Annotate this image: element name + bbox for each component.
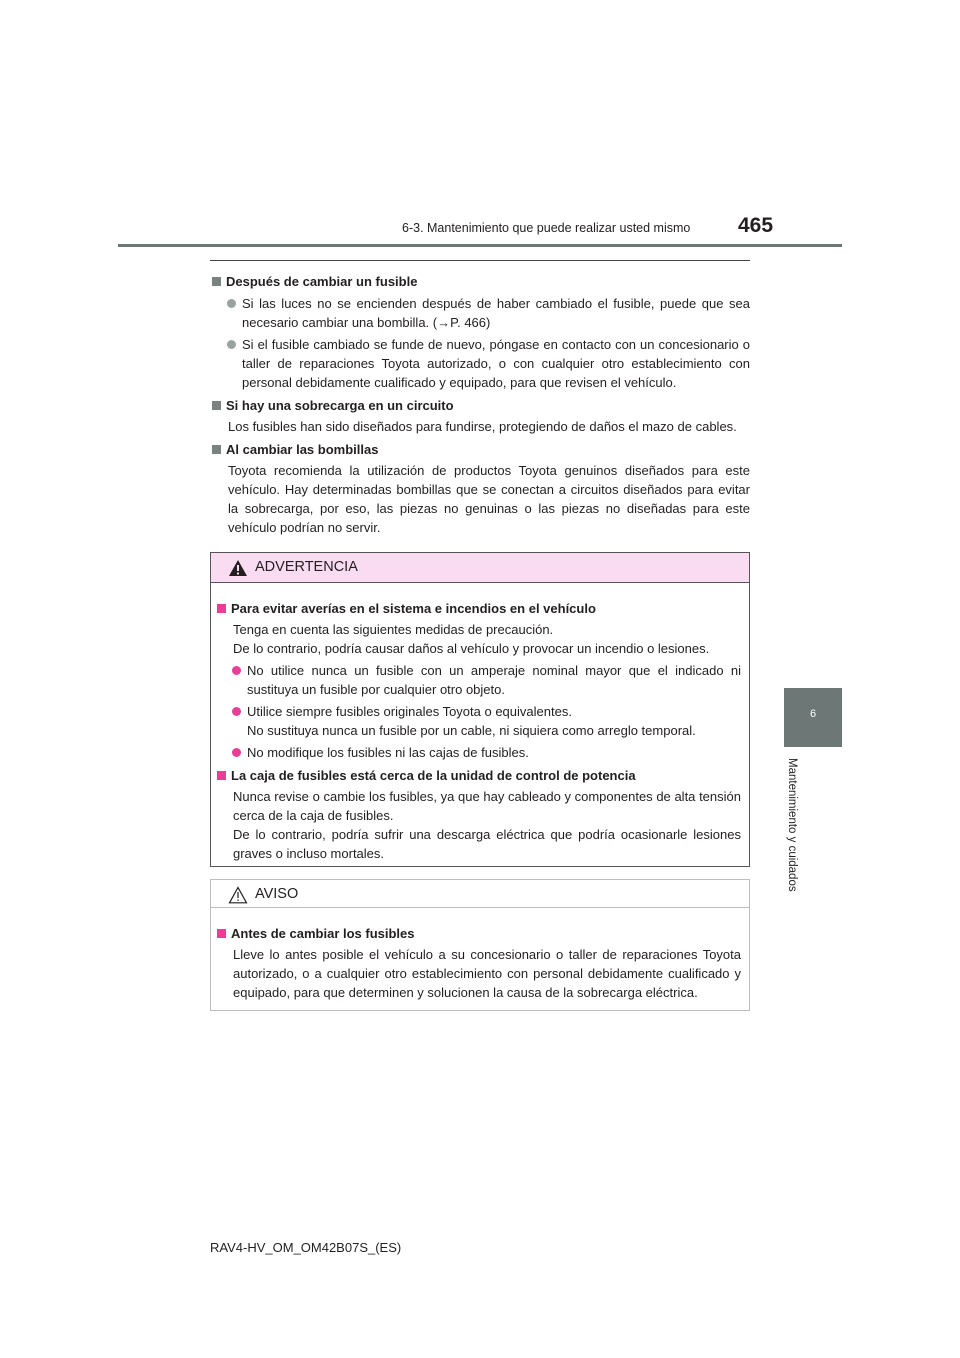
warning-text: Nunca revise o cambie los fusibles, ya que hay cableado y componentes de alta tensión cerca de la caja de fusibles. <box>233 789 741 823</box>
warning-header <box>211 553 749 583</box>
chapter-tab <box>784 688 842 747</box>
section-heading: Si hay una sobrecarga en un circuito <box>210 396 750 415</box>
notice-text: Lleve lo antes posible el vehículo a su concesionario o taller de reparaciones Toyota autorizado, o a cualquier otro establecimiento con personal debidamente cualificado y equipado, para que determinen y solucionen la causa de la sobrecarga eléctrica. <box>233 947 741 1000</box>
warning-bullet: No modifique los fusibles ni las cajas de fusibles. <box>215 743 741 762</box>
warning-title: ADVERTENCIA <box>255 559 358 575</box>
chapter-title-text: Mantenimiento y cuidados <box>786 758 798 892</box>
warning-text: No sustituya nunca un fusible por un cable, ni siquiera como arreglo temporal. <box>247 723 696 738</box>
main-content <box>210 268 750 537</box>
section-text: Los fusibles han sido diseñados para fundirse, protegiendo de daños el mazo de cables. <box>228 419 737 434</box>
warning-box <box>210 552 750 867</box>
warning-bullet: Utilice siempre fusibles originales Toyota o equivalentes. <box>215 702 741 721</box>
section-text: Toyota recomienda la utilización de productos Toyota genuinos diseñados para este vehículo. Hay determinadas bombillas que se conectan a circuitos diseñados para evitar la sobrecarga, por eso, las piezas no genuinas o las piezas no diseñadas para este vehículo podrían no servir. <box>228 463 750 535</box>
warning-body <box>211 583 749 863</box>
notice-heading: Antes de cambiar los fusibles <box>215 924 741 943</box>
section-heading: Al cambiar las bombillas <box>210 440 750 459</box>
header-section-title: 6-3. Mantenimiento que puede realizar usted mismo <box>402 221 691 235</box>
notice-body <box>211 908 749 1002</box>
page-number: 465 <box>738 214 774 237</box>
warning-text: Tenga en cuenta las siguientes medidas de precaución. <box>233 622 554 637</box>
section-heading: Después de cambiar un fusible <box>210 272 750 291</box>
bullet-item: Si las luces no se encienden después de haber cambiado el fusible, puede que sea necesario cambiar una bombilla. (→P. 466) <box>210 294 750 332</box>
chapter-title <box>786 758 802 908</box>
warning-bullet: No utilice nunca un fusible con un amperaje nominal mayor que el indicado ni sustituya un fusible por cualquier otro objeto. <box>215 661 741 699</box>
warning-triangle-icon <box>228 559 248 577</box>
warning-text: De lo contrario, podría sufrir una descarga eléctrica que podría ocasionarle lesiones graves o incluso mortales. <box>233 827 741 861</box>
header-rule <box>118 244 842 247</box>
footer-code: RAV4-HV_OM_OM42B07S_(ES) <box>210 1240 402 1255</box>
content-top-rule <box>210 260 750 261</box>
notice-box <box>210 879 750 1011</box>
bullet-item: Si el fusible cambiado se funde de nuevo, póngase en contacto con un concesionario o taller de reparaciones Toyota autorizado, o con cualquier otro establecimiento con personal debidamente cualificado y equipado, para que revisen el vehículo. <box>210 335 750 392</box>
notice-title: AVISO <box>255 886 299 902</box>
chapter-number: 6 <box>809 708 817 720</box>
warning-heading: Para evitar averías en el sistema e incendios en el vehículo <box>215 599 741 618</box>
warning-text: De lo contrario, podría causar daños al vehículo y provocar un incendio o lesiones. <box>233 641 710 656</box>
caution-triangle-outline-icon <box>228 886 248 904</box>
notice-header <box>211 880 749 908</box>
warning-heading: La caja de fusibles está cerca de la unidad de control de potencia <box>215 766 741 785</box>
